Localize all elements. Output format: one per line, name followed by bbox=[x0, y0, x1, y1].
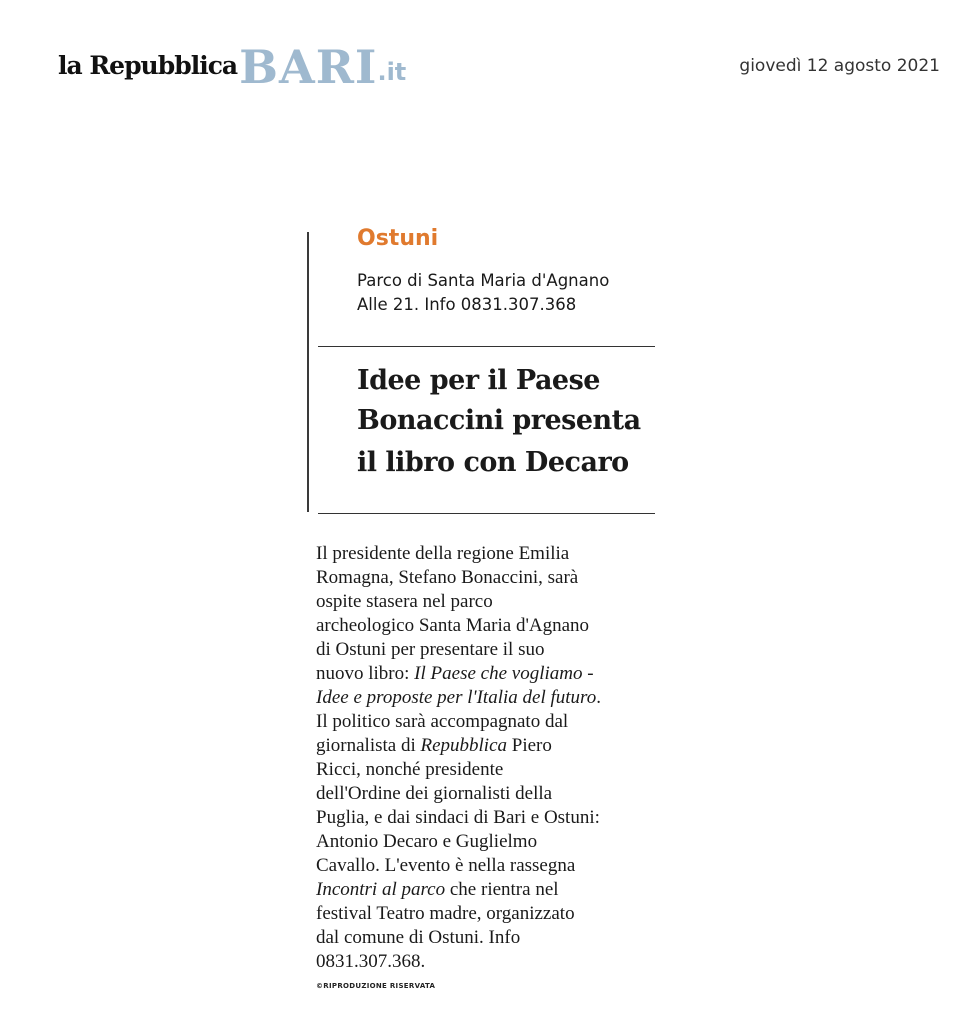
masthead-logo bbox=[58, 40, 407, 94]
body-line: Il politico sarà accompagnato dal bbox=[316, 711, 569, 732]
body-line: dal comune di Ostuni. Info bbox=[316, 927, 521, 948]
body-line bbox=[316, 687, 601, 709]
article-kicker: Ostuni bbox=[357, 226, 439, 251]
body-line: Ricci, nonché presidente bbox=[316, 759, 504, 780]
body-line bbox=[316, 879, 559, 901]
body-line: festival Teatro madre, organizzato bbox=[316, 903, 575, 924]
headline-line-1: Idee per il Paese bbox=[357, 365, 600, 396]
newspaper-name: Repubblica bbox=[420, 735, 508, 756]
body-line: Puglia, e dai sindaci di Bari e Ostuni: bbox=[316, 807, 600, 828]
copyright-notice: ©RIPRODUZIONE RISERVATA bbox=[316, 982, 436, 990]
body-text: giornalista di bbox=[316, 735, 421, 756]
logo-bari: BARI bbox=[239, 40, 378, 94]
event-series-name: Incontri al parco bbox=[316, 879, 446, 900]
body-text: Piero bbox=[507, 735, 552, 756]
body-text: . bbox=[596, 687, 601, 708]
headline-bottom-rule bbox=[318, 513, 655, 514]
headline-top-rule bbox=[318, 346, 655, 347]
body-line bbox=[316, 663, 594, 685]
book-title: Il Paese che vogliamo - bbox=[414, 663, 594, 684]
event-time-info: Alle 21. Info 0831.307.368 bbox=[357, 295, 577, 314]
body-line: Cavallo. L'evento è nella rassegna bbox=[316, 855, 576, 876]
body-line: ospite stasera nel parco bbox=[316, 591, 493, 612]
body-line: dell'Ordine dei giornalisti della bbox=[316, 783, 553, 804]
body-line: archeologico Santa Maria d'Agnano bbox=[316, 615, 590, 636]
headline-line-3: il libro con Decaro bbox=[357, 447, 629, 478]
column-rule bbox=[307, 232, 309, 512]
body-text: che rientra nel bbox=[445, 879, 559, 900]
page-date: giovedì 12 agosto 2021 bbox=[739, 56, 940, 76]
event-venue: Parco di Santa Maria d'Agnano bbox=[357, 271, 610, 290]
logo-repubblica: la Repubblica bbox=[58, 51, 238, 80]
body-line: Romagna, Stefano Bonaccini, sarà bbox=[316, 567, 579, 588]
logo-tld: .it bbox=[377, 58, 407, 86]
body-line: Il presidente della regione Emilia bbox=[316, 543, 570, 564]
body-line: Antonio Decaro e Guglielmo bbox=[316, 831, 538, 852]
body-line bbox=[316, 735, 552, 757]
headline-line-2: Bonaccini presenta bbox=[357, 405, 641, 436]
body-line: 0831.307.368. bbox=[316, 951, 426, 972]
body-line: di Ostuni per presentare il suo bbox=[316, 639, 545, 660]
body-text: nuovo libro: bbox=[316, 663, 415, 684]
book-subtitle: Idee e proposte per l'Italia del futuro bbox=[316, 687, 597, 708]
